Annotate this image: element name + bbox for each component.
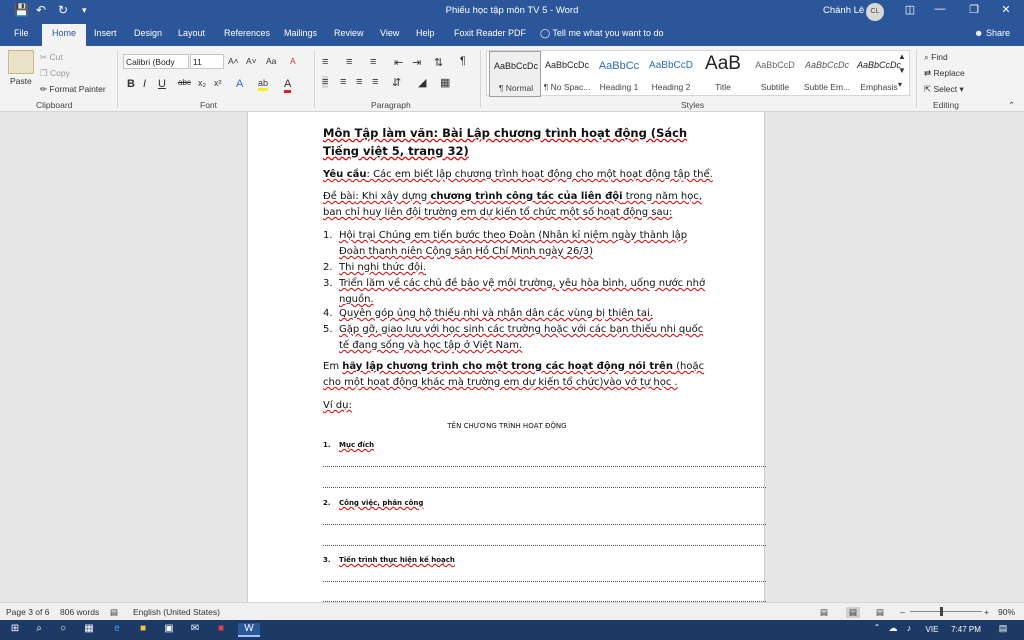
font-name-select[interactable]	[123, 54, 189, 69]
list-number: 3.	[323, 278, 333, 289]
font-label: Font	[200, 100, 218, 110]
copy-button[interactable]	[40, 68, 70, 79]
style-sample: AaBbCcDc	[804, 60, 849, 70]
change-case-button[interactable]: Aa	[266, 56, 277, 66]
task-bold: hãy lập chương trình cho một trong các hoạt động nói trên	[342, 361, 673, 372]
style-name: Subtle Em...	[803, 82, 851, 92]
requirement-text: : Các em biết lập chương trình hoạt động cho một hoạt động tập thể.	[366, 169, 713, 180]
borders-icon[interactable]: ▦	[440, 77, 451, 89]
status-bar	[0, 602, 1024, 620]
strikethrough-button[interactable]: abc	[178, 78, 191, 87]
collapse-ribbon-icon[interactable]: ⌃	[1008, 100, 1016, 110]
style-heading-1[interactable]	[593, 51, 645, 97]
proofing-icon[interactable]: ▤	[110, 607, 119, 617]
line-spacing-icon[interactable]: ⇵	[392, 77, 402, 89]
bold-button[interactable]: B	[127, 78, 135, 90]
tab-review[interactable]: Review	[334, 28, 364, 38]
cut-button[interactable]	[40, 52, 63, 63]
tab-foxit[interactable]: Foxit Reader PDF	[454, 28, 527, 38]
paste-icon[interactable]	[8, 50, 34, 74]
task-text: Em	[323, 361, 343, 372]
task-paragraph	[323, 359, 715, 391]
example-label	[323, 398, 352, 414]
document-area[interactable]	[0, 112, 1024, 602]
section-number: 2.	[323, 499, 331, 507]
list-item	[323, 306, 715, 322]
underline-button[interactable]: U	[158, 78, 166, 90]
format-painter-label: Format Painter	[49, 84, 106, 94]
style-name: ¶ No Spac...	[543, 82, 591, 92]
save-icon[interactable]: 💾	[14, 3, 29, 17]
program-title: TÊN CHƯƠNG TRÌNH HOẠT ĐỘNG	[447, 422, 567, 430]
tab-home[interactable]: Home	[42, 24, 86, 46]
list-text: Gặp gỡ, giao lưu với học sinh các trường hoặc với các bạn thiếu nhi quốc tế đang sống và học tập ở Việt Nam.	[339, 324, 704, 351]
text-effects-button[interactable]: A	[236, 78, 244, 90]
list-item	[323, 322, 715, 354]
read-mode-icon[interactable]: ▤	[820, 607, 829, 617]
styles-more-icon[interactable]: ▾	[898, 80, 903, 89]
list-text: Quyên góp ủng hộ thiếu nhi và nhân dân các vùng bị thiên tai.	[339, 308, 653, 319]
zoom-level[interactable]: 90%	[998, 607, 1016, 617]
cursor-icon: ⇱	[924, 84, 932, 94]
style-subtle-emphasis[interactable]	[801, 51, 853, 97]
replace-label: Replace	[933, 68, 965, 78]
list-number: 5.	[323, 324, 333, 335]
title-bar	[0, 0, 1024, 22]
shrink-font-button[interactable]: A˅	[246, 56, 257, 66]
style-name: ¶ Normal	[498, 83, 534, 93]
style-sample: AaBbCc	[598, 60, 640, 72]
subscript-button[interactable]: x₂	[198, 78, 206, 88]
input-language[interactable]: VIE	[925, 625, 939, 634]
style-name: Emphasis	[860, 82, 898, 92]
volume-icon[interactable]: ♪	[906, 623, 912, 633]
decrease-indent-icon[interactable]: ⇤	[394, 57, 404, 69]
word-count[interactable]: 806 words	[60, 607, 100, 617]
style-sample: AaBbCcDc	[856, 60, 901, 70]
zoom-slider-thumb[interactable]	[940, 607, 943, 616]
section-number: 3.	[323, 556, 331, 564]
redo-icon[interactable]: ↻	[58, 3, 69, 17]
doc-heading-text: Môn Tập làm văn: Bài Lập chương trình hoạt động (Sách Tiếng việt 5, trang 32)	[323, 126, 688, 158]
search-icon: ⌕	[924, 52, 929, 62]
example-text: Ví dụ:	[323, 400, 352, 411]
task-view-icon[interactable]: ▦	[84, 623, 94, 634]
ribbon-display-icon[interactable]: ◫	[904, 4, 916, 16]
fill-line	[323, 487, 766, 488]
doc-heading	[323, 124, 715, 160]
font-size-select[interactable]	[190, 54, 224, 69]
person-icon: ☻	[974, 28, 984, 38]
topic-label: Đề bài	[323, 191, 356, 202]
replace-button[interactable]	[924, 68, 965, 79]
list-item	[323, 276, 715, 308]
numbering-icon[interactable]: ≡	[346, 56, 353, 68]
style-name: Heading 1	[599, 82, 639, 92]
styles-label: Styles	[681, 100, 705, 110]
topic-bold: chương trình công tác của liên đội	[430, 191, 623, 202]
divider	[480, 50, 481, 108]
italic-button[interactable]: I	[143, 78, 147, 90]
zoom-in-icon[interactable]: +	[984, 607, 989, 617]
task-text: (hoặc cho một hoạt động khác mà trường em dự kiến tổ chức)vào vở tự học .	[323, 361, 705, 388]
align-right-icon[interactable]: ≡	[356, 76, 363, 88]
fill-line	[323, 581, 766, 582]
replace-icon: ⇄	[924, 68, 932, 78]
list-text: Hội trại Chúng em tiến bước theo Đoàn (Nhân kỉ niệm ngày thành lập Đoàn thanh niên Cộng sản Hồ Chí Minh ngày 26/3)	[339, 230, 688, 257]
highlight-button[interactable]: ab	[258, 78, 268, 91]
mail-icon[interactable]: ✉	[190, 623, 200, 634]
close-icon[interactable]: ✕	[1001, 4, 1011, 16]
font-color-button[interactable]: A	[284, 78, 291, 93]
tab-insert[interactable]: Insert	[94, 28, 117, 38]
file-explorer-icon[interactable]: ■	[139, 623, 147, 634]
styles-gallery	[486, 50, 910, 96]
divider	[314, 50, 315, 108]
list-number: 1.	[323, 230, 333, 241]
increase-indent-icon[interactable]: ⇥	[412, 57, 422, 69]
maximize-icon[interactable]: ❐	[969, 4, 979, 16]
foxit-icon[interactable]: ■	[217, 623, 225, 634]
divider	[117, 50, 118, 108]
clipboard-label: Clipboard	[36, 100, 73, 110]
cut-label: Cut	[49, 52, 63, 62]
requirement-label: Yêu cầu	[323, 169, 367, 180]
tab-mailings[interactable]: Mailings	[284, 28, 318, 38]
topic-paragraph	[323, 189, 715, 221]
print-layout-icon[interactable]: ▤	[846, 607, 860, 618]
web-layout-icon[interactable]: ▤	[876, 607, 885, 617]
list-text: Triển lãm về các chủ đề bảo vệ môi trường, yêu hòa bình, uống nước nhớ nguồn.	[339, 278, 706, 305]
lightbulb-icon: ◯	[540, 28, 551, 38]
multilevel-icon[interactable]: ≡	[370, 56, 377, 68]
style-sample: AaBbCcD	[649, 60, 693, 71]
find-button[interactable]	[924, 52, 948, 63]
window-title: Phiếu học tập môn TV 5 - Word	[445, 5, 579, 16]
tell-me-label: Tell me what you want to do	[552, 28, 664, 38]
tab-help[interactable]: Help	[416, 28, 435, 38]
taskbar	[0, 620, 1024, 640]
style-heading-2[interactable]	[645, 51, 697, 97]
store-icon[interactable]: ▣	[164, 623, 174, 634]
style-sample: AaB	[705, 53, 741, 74]
scissors-icon: ✂	[40, 52, 48, 62]
tell-me-search[interactable]	[540, 28, 663, 39]
section-label: Công việc, phân công	[339, 499, 424, 507]
style-name: Heading 2	[651, 82, 691, 92]
grow-font-button[interactable]: A˄	[228, 56, 239, 66]
align-center-icon[interactable]: ≡	[340, 76, 347, 88]
font-size-value: 11	[193, 57, 202, 67]
clear-format-button[interactable]: A	[290, 56, 296, 66]
topic-text: trong năm học, ban chỉ huy liên đội trường em dự kiến tổ chức một số hoạt động sau:	[323, 191, 703, 218]
find-label: Find	[931, 52, 948, 62]
ribbon-tabs	[0, 22, 1024, 46]
style-normal[interactable]	[489, 51, 541, 97]
minimize-icon[interactable]: —	[934, 3, 946, 15]
bullets-icon[interactable]: ≡	[322, 56, 329, 68]
justify-icon[interactable]: ≡	[372, 76, 379, 88]
list-text: Thi nghi thức đội.	[339, 262, 427, 273]
style-subtitle[interactable]	[749, 51, 801, 97]
style-title[interactable]	[697, 51, 749, 97]
brush-icon: ✏	[40, 84, 48, 94]
avatar[interactable]: CL	[866, 3, 884, 21]
fill-line	[323, 466, 766, 467]
fill-line	[323, 545, 766, 546]
document-page[interactable]	[247, 112, 765, 602]
notification-icon[interactable]: ▤	[998, 623, 1008, 633]
clock[interactable]: 7:47 PM	[951, 625, 981, 634]
search-icon[interactable]: ⌕	[36, 623, 42, 634]
ribbon	[0, 46, 1024, 112]
requirement-paragraph	[323, 167, 715, 183]
windows-start-icon[interactable]: ⊞	[10, 623, 20, 634]
tab-references[interactable]: References	[224, 28, 271, 38]
style-sample: AaBbCcDc	[493, 61, 538, 71]
style-name: Title	[715, 82, 731, 92]
fill-line	[323, 524, 766, 525]
page-indicator[interactable]: Page 3 of 6	[6, 607, 50, 617]
tray-up-icon[interactable]: ⌃	[873, 623, 881, 632]
tab-view[interactable]: View	[380, 28, 400, 38]
font-name-value: Calibri (Body	[126, 57, 175, 67]
tab-layout[interactable]: Layout	[178, 28, 206, 38]
sort-icon[interactable]: ⇅	[434, 57, 444, 69]
styles-scroll-up-icon[interactable]: ▲	[898, 52, 906, 61]
section-label: Mục đích	[339, 441, 375, 449]
format-painter-button[interactable]	[40, 84, 106, 95]
style-name: Subtitle	[760, 82, 790, 92]
select-label: Select	[933, 84, 958, 94]
zoom-out-icon[interactable]: –	[900, 607, 905, 617]
copy-icon: ❐	[40, 68, 48, 78]
undo-icon[interactable]: ↶	[36, 3, 47, 17]
section-number: 1.	[323, 441, 331, 449]
zoom-slider[interactable]	[910, 611, 982, 612]
select-button[interactable]: ⇱ Select ▾	[924, 84, 964, 94]
superscript-button[interactable]: x²	[214, 78, 222, 88]
list-item	[323, 228, 715, 260]
align-left-icon[interactable]: ≡	[322, 76, 329, 88]
editing-label: Editing	[933, 100, 959, 110]
style-sample: AaBbCcDc	[544, 60, 589, 70]
list-number: 2.	[323, 262, 333, 273]
network-icon[interactable]: ☁	[888, 623, 898, 633]
user-name[interactable]: Chánh Lê	[823, 5, 865, 16]
style-no-spacing[interactable]	[541, 51, 593, 97]
cortana-icon[interactable]: ○	[59, 623, 67, 634]
customize-icon[interactable]: ▾	[82, 5, 87, 15]
list-item	[323, 260, 715, 276]
share-label: Share	[986, 28, 1011, 38]
tab-file[interactable]: File	[14, 28, 29, 38]
edge-icon[interactable]: e	[114, 623, 120, 634]
shading-icon[interactable]: ◢	[418, 77, 427, 89]
list-number: 4.	[323, 308, 333, 319]
divider	[916, 50, 917, 108]
pilcrow-icon[interactable]: ¶	[460, 55, 466, 67]
paste-button[interactable]: Paste	[10, 76, 32, 86]
styles-scroll-down-icon[interactable]: ▼	[898, 66, 906, 75]
copy-label: Copy	[50, 68, 70, 78]
language-indicator[interactable]: English (United States)	[133, 607, 220, 617]
section-label: Tiến trình thực hiện kế hoạch	[339, 556, 455, 564]
tab-design[interactable]: Design	[134, 28, 163, 38]
style-sample: AaBbCcD	[755, 60, 795, 70]
share-button[interactable]	[974, 28, 1010, 38]
paragraph-label: Paragraph	[371, 100, 411, 110]
topic-text: : Khi xây dựng	[355, 191, 431, 202]
word-icon[interactable]: W	[238, 623, 260, 637]
